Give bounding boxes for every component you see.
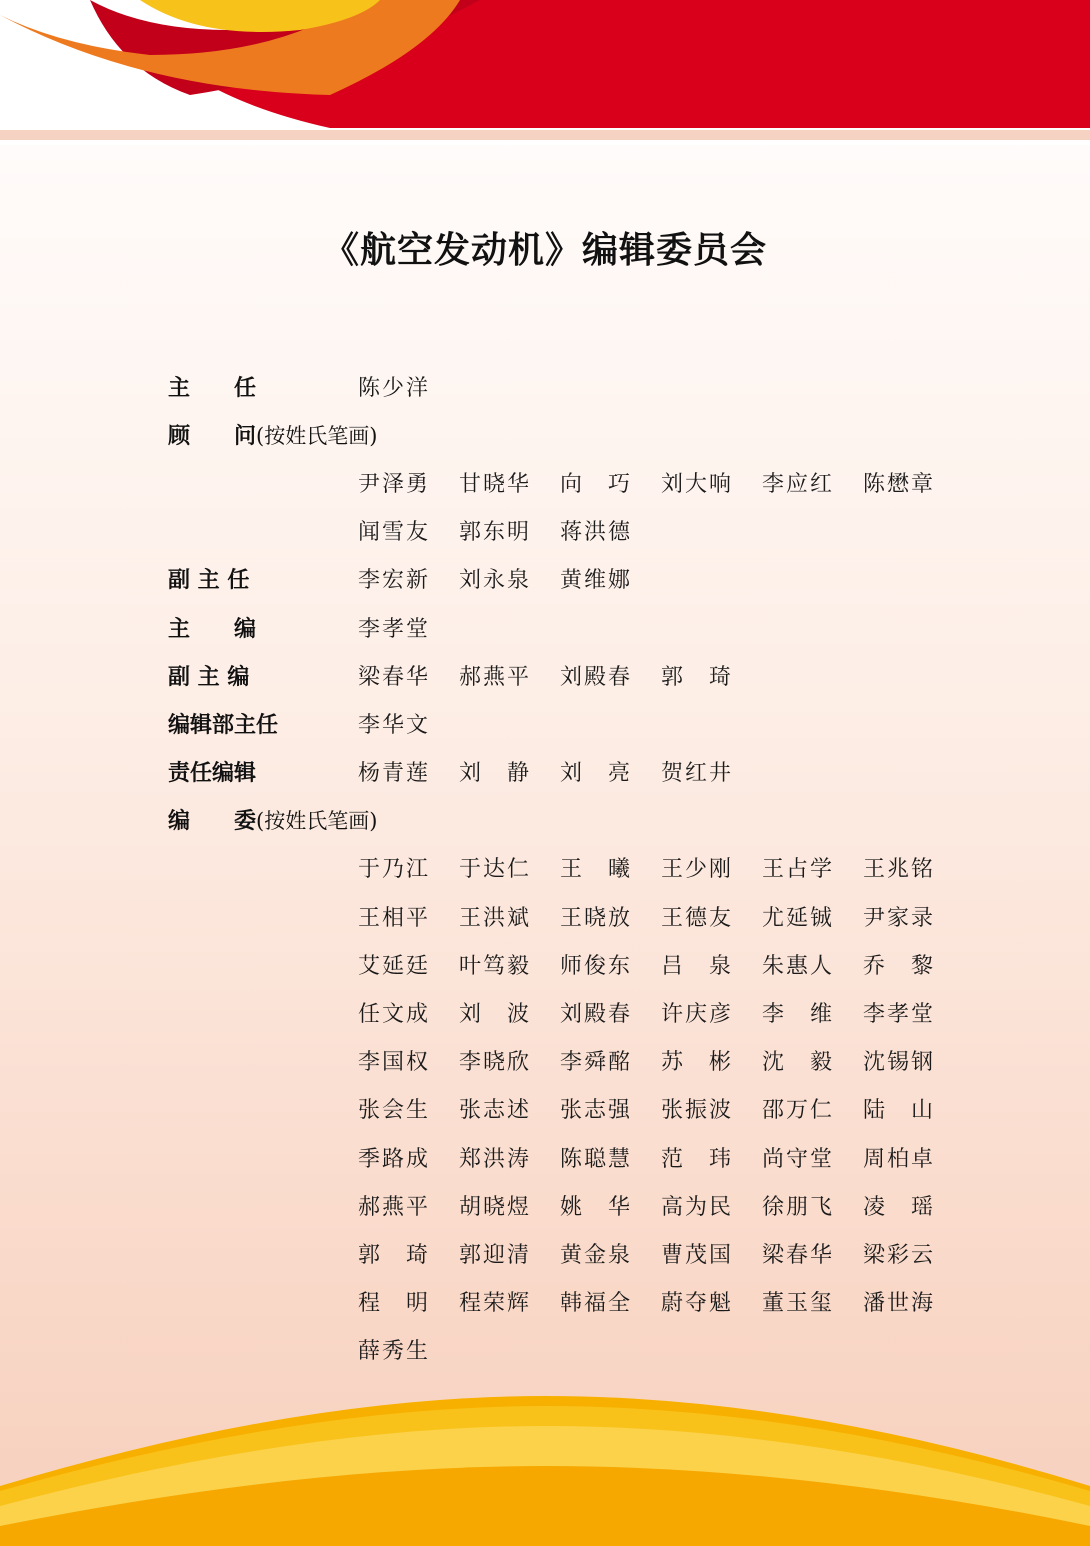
committee-row — [168, 1229, 968, 1277]
member-name: 师俊东 — [560, 953, 633, 979]
member-name: 郝燕平 — [358, 1194, 431, 1220]
committee-row — [168, 1278, 968, 1326]
section-advisors — [168, 410, 968, 458]
member-name: 张会生 — [358, 1098, 431, 1124]
member-name: 李宏新 — [358, 568, 431, 594]
page-title: 《航空发动机》编辑委员会 — [322, 230, 767, 271]
member-name: 韩福全 — [560, 1291, 633, 1317]
member-name: 梁彩云 — [863, 1242, 936, 1268]
member-name: 任文成 — [358, 1002, 431, 1028]
member-name: 沈 毅 — [762, 1050, 835, 1076]
member-name: 朱惠人 — [762, 953, 835, 979]
section-label: 副 主 任 — [168, 568, 250, 594]
member-name: 陆 山 — [863, 1098, 936, 1124]
member-name: 王 曦 — [560, 857, 633, 883]
member-name: 王兆铭 — [863, 857, 936, 883]
member-name: 王德友 — [661, 905, 734, 931]
member-name: 蒋洪德 — [560, 520, 633, 546]
member-name: 蔚夺魁 — [661, 1291, 734, 1317]
advisors-row-2 — [168, 507, 968, 555]
member-name: 陈少洋 — [358, 375, 431, 401]
member-name: 李舜酩 — [560, 1050, 633, 1076]
member-name: 梁春华 — [762, 1242, 835, 1268]
member-name: 范 玮 — [661, 1146, 734, 1172]
member-name: 张志强 — [560, 1098, 633, 1124]
member-name: 郭 琦 — [661, 664, 734, 690]
section-label: 编 委(按姓氏笔画) — [168, 809, 378, 835]
member-name: 陈聪慧 — [560, 1146, 633, 1172]
committee-row — [168, 1037, 968, 1085]
member-name: 曹茂国 — [661, 1242, 734, 1268]
member-name: 李孝堂 — [358, 616, 431, 642]
header-banner — [0, 0, 1090, 145]
member-name: 邵万仁 — [762, 1098, 835, 1124]
committee-row — [168, 1133, 968, 1181]
member-name: 王相平 — [358, 905, 431, 931]
section-label: 顾 问(按姓氏笔画) — [168, 423, 378, 449]
member-name: 徐朋飞 — [762, 1194, 835, 1220]
section-deputy-editor — [168, 651, 968, 699]
member-name: 刘永泉 — [459, 568, 532, 594]
committee-row — [168, 1085, 968, 1133]
member-name: 董玉玺 — [762, 1291, 835, 1317]
member-name: 李孝堂 — [863, 1002, 936, 1028]
member-name: 高为民 — [661, 1194, 734, 1220]
member-name: 程荣辉 — [459, 1291, 532, 1317]
section-office-director — [168, 699, 968, 747]
member-name: 潘世海 — [863, 1291, 936, 1317]
section-label: 主 编 — [168, 616, 257, 642]
member-name: 向 巧 — [560, 471, 633, 497]
member-name: 王晓放 — [560, 905, 633, 931]
member-name: 郝燕平 — [459, 664, 532, 690]
member-name: 张志述 — [459, 1098, 532, 1124]
member-name: 郭 琦 — [358, 1242, 431, 1268]
member-name: 艾延廷 — [358, 953, 431, 979]
advisors-row-1 — [168, 458, 968, 506]
member-name: 沈锡钢 — [863, 1050, 936, 1076]
member-name: 尹泽勇 — [358, 471, 431, 497]
member-name: 尤延铖 — [762, 905, 835, 931]
committee-row — [168, 988, 968, 1036]
member-name: 姚 华 — [560, 1194, 633, 1220]
section-committee — [168, 796, 968, 844]
member-name: 贺红井 — [661, 761, 734, 787]
member-name: 刘 亮 — [560, 761, 633, 787]
committee-row — [168, 1181, 968, 1229]
section-label: 主 任 — [168, 375, 257, 401]
member-name: 李国权 — [358, 1050, 431, 1076]
committee-row — [168, 844, 968, 892]
member-name: 黄金泉 — [560, 1242, 633, 1268]
member-name: 李 维 — [762, 1002, 835, 1028]
member-name: 尚守堂 — [762, 1146, 835, 1172]
committee-row — [168, 940, 968, 988]
member-name: 闻雪友 — [358, 520, 431, 546]
member-name: 李华文 — [358, 712, 431, 738]
committee-roster — [168, 362, 968, 1374]
member-name: 郭东明 — [459, 520, 532, 546]
member-name: 乔 黎 — [863, 953, 936, 979]
member-name: 郭迎清 — [459, 1242, 532, 1268]
member-name: 王少刚 — [661, 857, 734, 883]
member-name: 黄维娜 — [560, 568, 633, 594]
member-name: 于达仁 — [459, 857, 532, 883]
member-name: 凌 瑶 — [863, 1194, 936, 1220]
member-name: 尹家录 — [863, 905, 936, 931]
member-name: 张振波 — [661, 1098, 734, 1124]
committee-row — [168, 892, 968, 940]
member-name: 梁春华 — [358, 664, 431, 690]
section-note: (按姓氏笔画) — [256, 809, 378, 834]
member-name: 刘殿春 — [560, 1002, 633, 1028]
member-name: 叶笃毅 — [459, 953, 532, 979]
section-director — [168, 362, 968, 410]
member-name: 陈懋章 — [863, 471, 936, 497]
member-name: 杨青莲 — [358, 761, 431, 787]
member-name: 许庆彦 — [661, 1002, 734, 1028]
member-name: 于乃江 — [358, 857, 431, 883]
member-name: 刘殿春 — [560, 664, 633, 690]
member-name: 刘大响 — [661, 471, 734, 497]
section-note: (按姓氏笔画) — [256, 423, 378, 448]
member-name: 刘 波 — [459, 1002, 532, 1028]
committee-row — [168, 1326, 968, 1374]
section-label: 编辑部主任 — [168, 712, 279, 738]
member-name: 薛秀生 — [358, 1339, 431, 1365]
member-name: 李晓欣 — [459, 1050, 532, 1076]
section-editor-in-chief — [168, 603, 968, 651]
member-name: 李应红 — [762, 471, 835, 497]
section-deputy-director — [168, 555, 968, 603]
member-name: 周柏卓 — [863, 1146, 936, 1172]
member-name: 郑洪涛 — [459, 1146, 532, 1172]
member-name: 刘 静 — [459, 761, 532, 787]
member-name: 吕 泉 — [661, 953, 734, 979]
member-name: 王占学 — [762, 857, 835, 883]
member-name: 程 明 — [358, 1291, 431, 1317]
section-responsible-editors — [168, 748, 968, 796]
member-name: 苏 彬 — [661, 1050, 734, 1076]
footer-wave — [0, 1376, 1090, 1546]
member-name: 王洪斌 — [459, 905, 532, 931]
section-label: 副 主 编 — [168, 664, 250, 690]
section-label: 责任编辑 — [168, 761, 257, 787]
member-name: 季路成 — [358, 1146, 431, 1172]
member-name: 甘晓华 — [459, 471, 532, 497]
member-name: 胡晓煜 — [459, 1194, 532, 1220]
